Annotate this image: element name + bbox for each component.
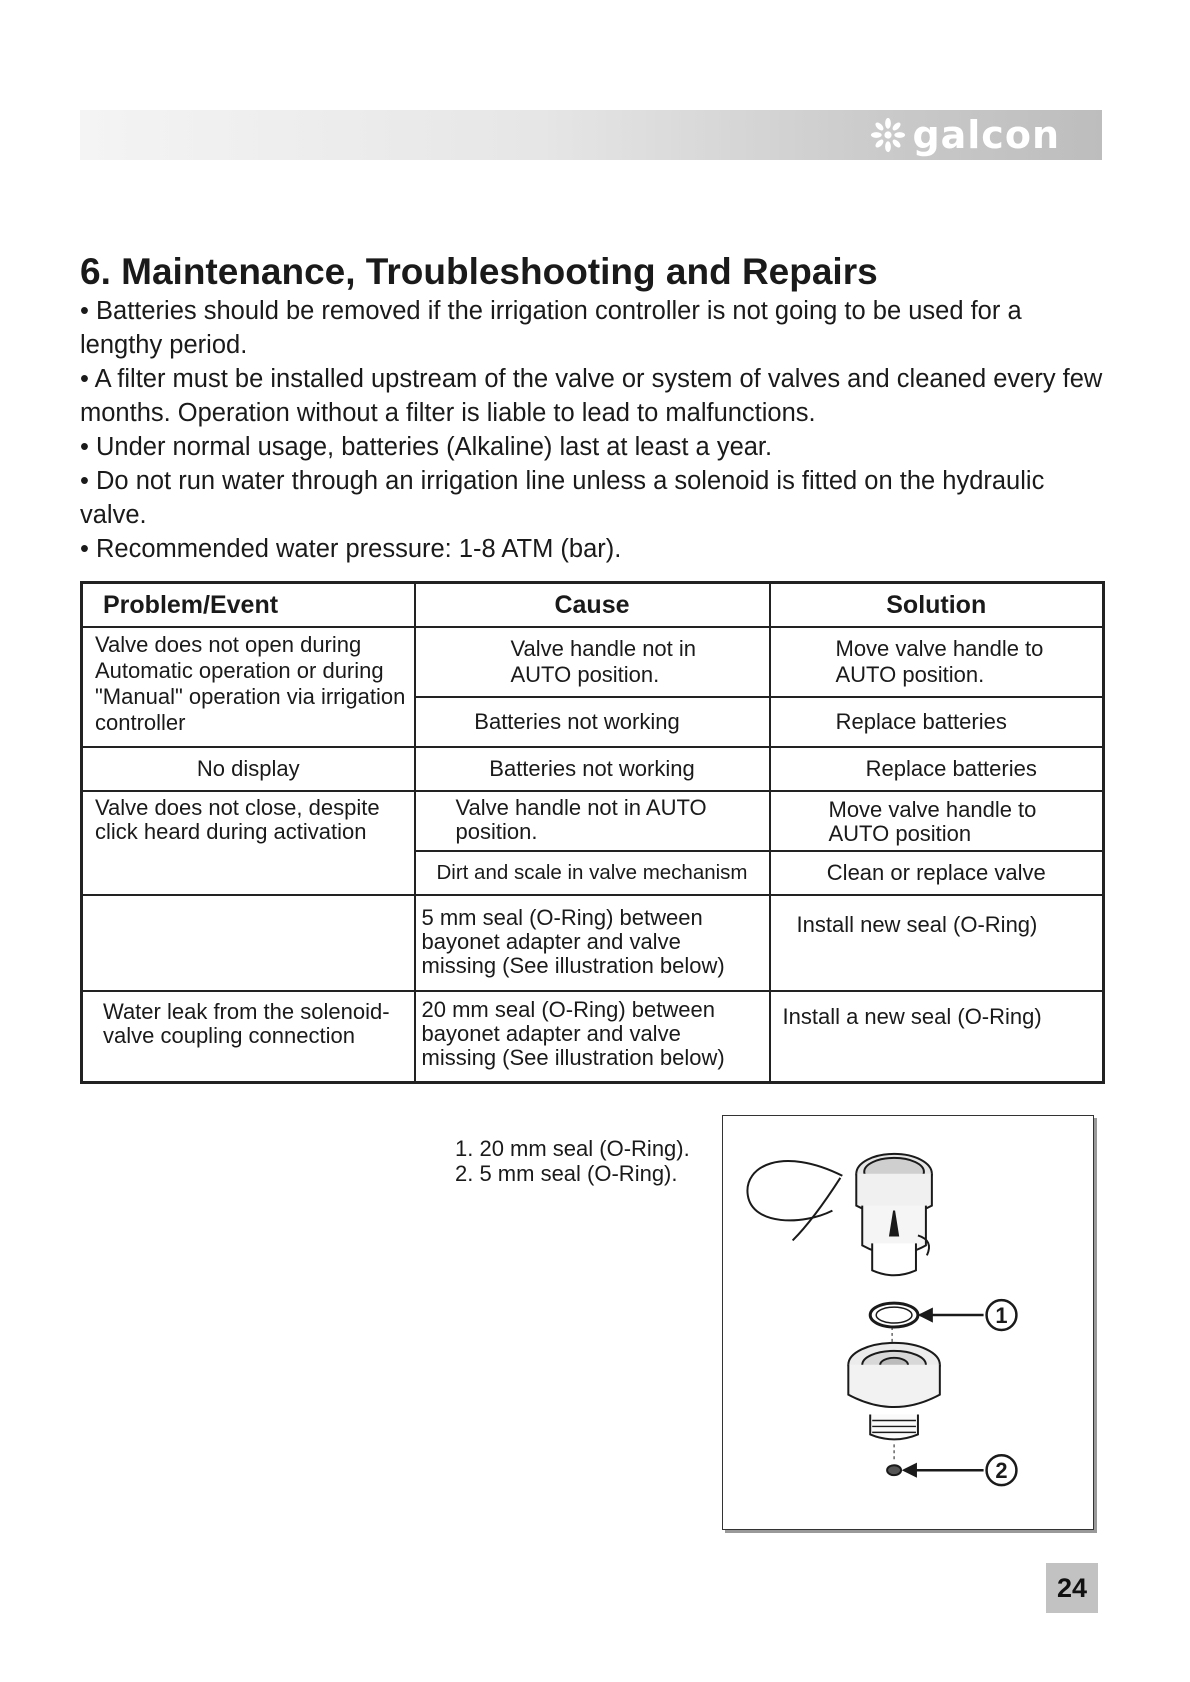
callout-2-label: 2 xyxy=(995,1458,1008,1484)
troubleshooting-table xyxy=(80,581,1105,1084)
bullet-item: • Batteries should be removed if the irrigation controller is not going to be used for a lengthy period. xyxy=(80,297,1022,359)
solution-cell: Move valve handle to AUTO position xyxy=(770,791,1104,851)
solution-cell: Install a new seal (O-Ring) xyxy=(770,991,1104,1083)
problem-cell: Valve does not close, despite click heard during activation xyxy=(82,791,415,895)
problem-cell: No display xyxy=(82,747,415,791)
section-title: 6. Maintenance, Troubleshooting and Repairs xyxy=(80,251,878,292)
header-solution: Solution xyxy=(770,583,1104,627)
cause-cell: Dirt and scale in valve mechanism xyxy=(415,851,770,895)
cause-cell: Valve handle not in AUTO position. xyxy=(415,791,770,851)
cause-cell: Batteries not working xyxy=(415,747,770,791)
cause-cell: 20 mm seal (O-Ring) between bayonet adapter and valve missing (See illustration below) xyxy=(415,991,770,1083)
cause-cell: Valve handle not in AUTO position. xyxy=(415,627,770,697)
problem-cell xyxy=(82,895,415,991)
galcon-flower-icon xyxy=(870,117,906,153)
header-bar xyxy=(80,110,1102,160)
brand-name: galcon xyxy=(912,113,1060,157)
legend-item: 2. 5 mm seal (O-Ring). xyxy=(455,1161,678,1186)
solution-cell: Move valve handle to AUTO position. xyxy=(770,627,1104,697)
table-row xyxy=(82,895,1104,991)
maintenance-bullets xyxy=(80,294,1105,566)
seal-illustration xyxy=(722,1115,1094,1530)
bullet-item: • Under normal usage, batteries (Alkaline) last at least a year. xyxy=(80,433,773,461)
table-row xyxy=(82,627,1104,697)
problem-cell: Valve does not open during Automatic operation or during "Manual" operation via irrigation controller xyxy=(82,627,415,747)
solution-cell: Replace batteries xyxy=(770,747,1104,791)
bullet-item: • A filter must be installed upstream of the valve or system of valves and cleaned every few months. Operation without a filter is liable to lead to malfunctions. xyxy=(80,365,1103,427)
solution-cell: Install new seal (O-Ring) xyxy=(770,895,1104,991)
page-number: 24 xyxy=(1046,1563,1098,1613)
cause-cell: 5 mm seal (O-Ring) between bayonet adapter and valve missing (See illustration below) xyxy=(415,895,770,991)
table-row xyxy=(82,747,1104,791)
header-cause: Cause xyxy=(415,583,770,627)
valve-seal-diagram-icon xyxy=(723,1116,1093,1529)
bullet-item: • Recommended water pressure: 1-8 ATM (bar). xyxy=(80,535,622,563)
solution-cell: Replace batteries xyxy=(770,697,1104,747)
illustration-legend xyxy=(455,1136,690,1186)
callout-1-label: 1 xyxy=(995,1302,1008,1328)
table-row xyxy=(82,791,1104,851)
table-row xyxy=(82,991,1104,1083)
header-problem: Problem/Event xyxy=(82,583,415,627)
table-header-row xyxy=(82,583,1104,627)
bullet-item: • Do not run water through an irrigation line unless a solenoid is fitted on the hydraulic valve. xyxy=(80,467,1045,529)
problem-cell: Water leak from the solenoid-valve coupling connection xyxy=(82,991,415,1083)
brand-logo xyxy=(870,114,1060,156)
legend-item: 1. 20 mm seal (O-Ring). xyxy=(455,1136,690,1161)
cause-cell: Batteries not working xyxy=(415,697,770,747)
solution-cell: Clean or replace valve xyxy=(770,851,1104,895)
